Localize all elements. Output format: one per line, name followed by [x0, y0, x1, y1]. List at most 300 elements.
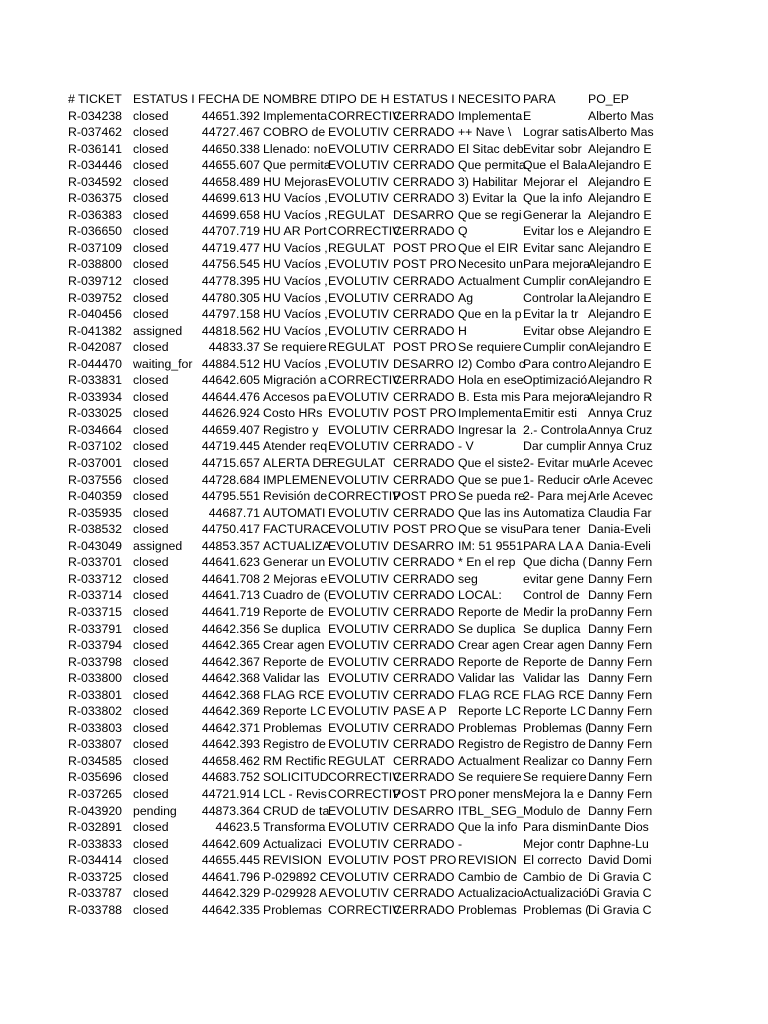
- cell-tipo[interactable]: EVOLUTIV: [328, 439, 389, 454]
- cell-po-ep[interactable]: Di Gravia C: [588, 869, 652, 884]
- cell-estatus[interactable]: closed: [133, 307, 169, 322]
- cell-ticket[interactable]: R-039752: [68, 290, 123, 305]
- cell-nombre[interactable]: 2 Mejoras e: [263, 571, 328, 586]
- header-cell-estatus[interactable]: ESTATUS I: [133, 92, 195, 106]
- cell-nombre[interactable]: Registro de: [263, 737, 326, 752]
- cell-necesito[interactable]: Implementa: [458, 108, 523, 123]
- cell-fecha[interactable]: 44756.545: [201, 257, 260, 272]
- cell-ticket[interactable]: R-041382: [68, 323, 123, 338]
- cell-tipo[interactable]: CORRECTIV: [328, 902, 401, 917]
- cell-po-ep[interactable]: Danny Fern: [588, 588, 653, 603]
- cell-tipo[interactable]: EVOLUTIV: [328, 406, 389, 421]
- cell-estatus[interactable]: closed: [133, 704, 169, 719]
- cell-estatus[interactable]: closed: [133, 406, 169, 421]
- cell-tipo[interactable]: EVOLUTIV: [328, 720, 389, 735]
- cell-para[interactable]: Para mejora: [523, 389, 590, 404]
- cell-fecha[interactable]: 44699.613: [201, 191, 260, 206]
- cell-estatus-2[interactable]: CERRADO: [393, 158, 455, 173]
- cell-ticket[interactable]: R-039712: [68, 274, 123, 289]
- cell-nombre[interactable]: CRUD de ta: [263, 803, 330, 818]
- cell-nombre[interactable]: Se duplica: [263, 621, 321, 636]
- cell-tipo[interactable]: CORRECTIV: [328, 770, 401, 785]
- cell-ticket[interactable]: R-034446: [68, 158, 123, 173]
- cell-necesito[interactable]: Actualizacio: [458, 886, 524, 901]
- cell-para[interactable]: 1- Reducir c: [523, 472, 590, 487]
- cell-estatus-2[interactable]: CERRADO: [393, 224, 455, 239]
- cell-po-ep[interactable]: Alejandro E: [588, 323, 652, 338]
- cell-estatus[interactable]: closed: [133, 489, 169, 504]
- cell-para[interactable]: Mejorar el: [523, 174, 578, 189]
- cell-po-ep[interactable]: Alejandro R: [588, 389, 653, 404]
- cell-estatus-2[interactable]: POST PRO: [393, 786, 457, 801]
- cell-para[interactable]: Emitir esti: [523, 406, 577, 421]
- cell-po-ep[interactable]: Alejandro E: [588, 191, 652, 206]
- cell-para[interactable]: 2- Evitar mu: [523, 456, 590, 471]
- cell-fecha[interactable]: 44818.562: [201, 323, 260, 338]
- cell-para[interactable]: Generar la: [523, 207, 582, 222]
- cell-para[interactable]: Para mejora: [523, 257, 590, 272]
- cell-estatus-2[interactable]: CERRADO: [393, 820, 455, 835]
- cell-nombre[interactable]: Cuadro de (: [263, 588, 328, 603]
- cell-necesito[interactable]: Reporte de: [458, 654, 519, 669]
- cell-fecha[interactable]: 44655.607: [201, 158, 260, 173]
- cell-tipo[interactable]: EVOLUTIV: [328, 257, 389, 272]
- cell-nombre[interactable]: Se requiere: [263, 340, 327, 355]
- cell-nombre[interactable]: RM Rectific: [263, 753, 326, 768]
- cell-tipo[interactable]: CORRECTIV: [328, 489, 401, 504]
- cell-estatus[interactable]: closed: [133, 141, 169, 156]
- cell-fecha[interactable]: 44658.462: [201, 753, 260, 768]
- cell-estatus[interactable]: closed: [133, 770, 169, 785]
- cell-para[interactable]: Para contro: [523, 356, 587, 371]
- cell-ticket[interactable]: R-033798: [68, 654, 123, 669]
- cell-fecha[interactable]: 44642.368: [201, 687, 260, 702]
- cell-fecha[interactable]: 44641.796: [201, 869, 260, 884]
- cell-tipo[interactable]: EVOLUTIV: [328, 505, 389, 520]
- cell-nombre[interactable]: FACTURAC: [263, 522, 330, 537]
- cell-po-ep[interactable]: Alejandro E: [588, 274, 652, 289]
- cell-necesito[interactable]: I2) Combo c: [458, 356, 525, 371]
- cell-ticket[interactable]: R-033712: [68, 571, 123, 586]
- cell-fecha[interactable]: 44659.407: [201, 422, 260, 437]
- cell-estatus-2[interactable]: CERRADO: [393, 621, 455, 636]
- cell-po-ep[interactable]: Alejandro E: [588, 307, 652, 322]
- cell-estatus-2[interactable]: POST PRO: [393, 340, 457, 355]
- cell-para[interactable]: Optimizació: [523, 373, 588, 388]
- cell-necesito[interactable]: Que permita: [458, 158, 526, 173]
- cell-tipo[interactable]: EVOLUTIV: [328, 356, 389, 371]
- cell-para[interactable]: Registro de: [523, 737, 586, 752]
- cell-estatus[interactable]: closed: [133, 902, 169, 917]
- cell-ticket[interactable]: R-037556: [68, 472, 123, 487]
- cell-necesito[interactable]: Que se pue: [458, 472, 522, 487]
- cell-ticket[interactable]: R-037265: [68, 786, 123, 801]
- cell-necesito[interactable]: Problemas: [458, 720, 517, 735]
- cell-po-ep[interactable]: Alberto Mas: [588, 125, 654, 140]
- cell-necesito[interactable]: ++ Nave \: [458, 125, 512, 140]
- cell-estatus-2[interactable]: CERRADO: [393, 687, 455, 702]
- cell-para[interactable]: Automatiza: [523, 505, 585, 520]
- cell-estatus-2[interactable]: POST PRO: [393, 489, 457, 504]
- cell-nombre[interactable]: ALERTA DE: [263, 456, 330, 471]
- cell-tipo[interactable]: REGULAT: [328, 207, 386, 222]
- cell-po-ep[interactable]: Alejandro E: [588, 240, 652, 255]
- cell-estatus[interactable]: closed: [133, 158, 169, 173]
- cell-ticket[interactable]: R-034585: [68, 753, 123, 768]
- cell-tipo[interactable]: EVOLUTIV: [328, 158, 389, 173]
- cell-estatus[interactable]: assigned: [133, 323, 183, 338]
- cell-estatus[interactable]: closed: [133, 753, 169, 768]
- cell-necesito[interactable]: El Sitac deb: [458, 141, 524, 156]
- cell-estatus[interactable]: closed: [133, 472, 169, 487]
- cell-estatus[interactable]: closed: [133, 290, 169, 305]
- cell-po-ep[interactable]: Danny Fern: [588, 753, 653, 768]
- cell-estatus-2[interactable]: CERRADO: [393, 290, 455, 305]
- cell-necesito[interactable]: Validar las: [458, 671, 515, 686]
- cell-estatus[interactable]: closed: [133, 505, 169, 520]
- cell-estatus-2[interactable]: POST PRO: [393, 406, 457, 421]
- cell-ticket[interactable]: R-034664: [68, 422, 123, 437]
- cell-para[interactable]: Evitar los e: [523, 224, 584, 239]
- cell-fecha[interactable]: 44797.158: [201, 307, 260, 322]
- cell-ticket[interactable]: R-038532: [68, 522, 123, 537]
- cell-estatus[interactable]: closed: [133, 439, 169, 454]
- cell-nombre[interactable]: LCL - Revis: [263, 786, 327, 801]
- cell-tipo[interactable]: EVOLUTIV: [328, 141, 389, 156]
- cell-po-ep[interactable]: Danny Fern: [588, 803, 653, 818]
- cell-nombre[interactable]: IMPLEMEN: [263, 472, 328, 487]
- cell-necesito[interactable]: - V: [458, 439, 474, 454]
- cell-tipo[interactable]: EVOLUTIV: [328, 389, 389, 404]
- cell-fecha[interactable]: 44642.393: [201, 737, 260, 752]
- cell-necesito[interactable]: Reporte de: [458, 604, 519, 619]
- cell-para[interactable]: Evitar sanc: [523, 240, 584, 255]
- cell-fecha[interactable]: 44650.338: [201, 141, 260, 156]
- cell-necesito[interactable]: Que en la p: [458, 307, 522, 322]
- cell-para[interactable]: Que el Bala: [523, 158, 588, 173]
- cell-tipo[interactable]: EVOLUTIV: [328, 886, 389, 901]
- cell-tipo[interactable]: EVOLUTIV: [328, 638, 389, 653]
- cell-nombre[interactable]: Que permita: [263, 158, 331, 173]
- cell-fecha[interactable]: 44623.5: [215, 820, 260, 835]
- cell-necesito[interactable]: Actualment: [458, 274, 520, 289]
- cell-necesito[interactable]: poner mens: [458, 786, 523, 801]
- cell-nombre[interactable]: Registro y: [263, 422, 319, 437]
- cell-tipo[interactable]: EVOLUTIV: [328, 869, 389, 884]
- cell-ticket[interactable]: R-042087: [68, 340, 123, 355]
- cell-para[interactable]: Controlar la: [523, 290, 587, 305]
- cell-necesito[interactable]: IM: 51 9551: [458, 538, 523, 553]
- cell-fecha[interactable]: 44707.719: [201, 224, 260, 239]
- cell-ticket[interactable]: R-033788: [68, 902, 123, 917]
- cell-tipo[interactable]: REGULAT: [328, 340, 386, 355]
- cell-necesito[interactable]: Que el siste: [458, 456, 523, 471]
- cell-ticket[interactable]: R-037109: [68, 240, 123, 255]
- cell-necesito[interactable]: Se requiere: [458, 770, 522, 785]
- cell-tipo[interactable]: EVOLUTIV: [328, 571, 389, 586]
- cell-estatus[interactable]: closed: [133, 588, 169, 603]
- cell-necesito[interactable]: Se duplica: [458, 621, 516, 636]
- header-cell-fecha[interactable]: FECHA DE: [198, 92, 260, 106]
- cell-estatus[interactable]: closed: [133, 522, 169, 537]
- cell-ticket[interactable]: R-033714: [68, 588, 123, 603]
- cell-fecha[interactable]: 44719.445: [201, 439, 260, 454]
- cell-nombre[interactable]: HU Mejoras: [263, 174, 328, 189]
- cell-necesito[interactable]: FLAG RCE: [458, 687, 520, 702]
- cell-estatus-2[interactable]: CERRADO: [393, 836, 455, 851]
- cell-po-ep[interactable]: Annya Cruz: [588, 422, 653, 437]
- cell-necesito[interactable]: Hola en ese: [458, 373, 524, 388]
- cell-po-ep[interactable]: Dante Dios: [588, 820, 649, 835]
- cell-estatus[interactable]: closed: [133, 224, 169, 239]
- cell-estatus[interactable]: waiting_for: [133, 356, 193, 371]
- cell-estatus-2[interactable]: CERRADO: [393, 505, 455, 520]
- cell-tipo[interactable]: EVOLUTIV: [328, 555, 389, 570]
- cell-para[interactable]: Cumplir con: [523, 274, 589, 289]
- cell-para[interactable]: 2.- Controla: [523, 422, 588, 437]
- cell-necesito[interactable]: Q: [458, 224, 468, 239]
- cell-ticket[interactable]: R-043049: [68, 538, 123, 553]
- cell-necesito[interactable]: Que la info: [458, 820, 518, 835]
- cell-necesito[interactable]: * En el rep: [458, 555, 516, 570]
- cell-estatus[interactable]: pending: [133, 803, 177, 818]
- cell-nombre[interactable]: Validar las: [263, 671, 320, 686]
- cell-estatus-2[interactable]: CERRADO: [393, 571, 455, 586]
- cell-nombre[interactable]: HU Vacíos ,: [263, 274, 328, 289]
- cell-fecha[interactable]: 44642.368: [201, 671, 260, 686]
- cell-tipo[interactable]: EVOLUTIV: [328, 307, 389, 322]
- cell-fecha[interactable]: 44642.367: [201, 654, 260, 669]
- cell-nombre[interactable]: AUTOMATI: [263, 505, 326, 520]
- cell-fecha[interactable]: 44651.392: [201, 108, 260, 123]
- cell-necesito[interactable]: Implementa: [458, 406, 523, 421]
- cell-po-ep[interactable]: Danny Fern: [588, 671, 653, 686]
- cell-tipo[interactable]: EVOLUTIV: [328, 704, 389, 719]
- cell-ticket[interactable]: R-033803: [68, 720, 123, 735]
- cell-po-ep[interactable]: Danny Fern: [588, 704, 653, 719]
- cell-po-ep[interactable]: Alejandro E: [588, 207, 652, 222]
- cell-para[interactable]: Reporte de: [523, 654, 584, 669]
- cell-fecha[interactable]: 44833.37: [208, 340, 260, 355]
- cell-po-ep[interactable]: Danny Fern: [588, 638, 653, 653]
- cell-nombre[interactable]: Actualizaci: [263, 836, 322, 851]
- cell-necesito[interactable]: Ingresar la: [458, 422, 517, 437]
- cell-po-ep[interactable]: Arle Acevec: [588, 472, 653, 487]
- cell-necesito[interactable]: Registro de: [458, 737, 521, 752]
- cell-estatus[interactable]: closed: [133, 373, 169, 388]
- cell-fecha[interactable]: 44780.305: [201, 290, 260, 305]
- cell-necesito[interactable]: Reporte LC: [458, 704, 521, 719]
- cell-para[interactable]: Problemas (: [523, 902, 590, 917]
- cell-estatus-2[interactable]: DESARRO: [393, 803, 454, 818]
- cell-estatus[interactable]: closed: [133, 886, 169, 901]
- cell-para[interactable]: Se requiere: [523, 770, 587, 785]
- cell-necesito[interactable]: Que el EIR: [458, 240, 519, 255]
- cell-ticket[interactable]: R-036141: [68, 141, 123, 156]
- cell-fecha[interactable]: 44641.719: [201, 604, 260, 619]
- cell-para[interactable]: 2- Para mej: [523, 489, 587, 504]
- cell-ticket[interactable]: R-035696: [68, 770, 123, 785]
- cell-estatus[interactable]: closed: [133, 191, 169, 206]
- cell-po-ep[interactable]: Alejandro E: [588, 158, 652, 173]
- cell-nombre[interactable]: COBRO de: [263, 125, 326, 140]
- cell-para[interactable]: Mejor contr: [523, 836, 585, 851]
- cell-para[interactable]: Medir la pro: [523, 604, 588, 619]
- cell-tipo[interactable]: CORRECTIV: [328, 108, 401, 123]
- cell-nombre[interactable]: Reporte de: [263, 604, 324, 619]
- cell-tipo[interactable]: CORRECTIV: [328, 224, 401, 239]
- cell-necesito[interactable]: LOCAL:: [458, 588, 502, 603]
- cell-estatus[interactable]: closed: [133, 737, 169, 752]
- cell-para[interactable]: Realizar co: [523, 753, 585, 768]
- cell-tipo[interactable]: EVOLUTIV: [328, 538, 389, 553]
- cell-ticket[interactable]: R-038800: [68, 257, 123, 272]
- cell-estatus-2[interactable]: CERRADO: [393, 902, 455, 917]
- cell-tipo[interactable]: EVOLUTIV: [328, 621, 389, 636]
- cell-para[interactable]: Crear agen: [523, 638, 585, 653]
- cell-tipo[interactable]: EVOLUTIV: [328, 323, 389, 338]
- cell-para[interactable]: Mejora la e: [523, 786, 584, 801]
- cell-ticket[interactable]: R-033794: [68, 638, 123, 653]
- cell-estatus-2[interactable]: CERRADO: [393, 389, 455, 404]
- cell-ticket[interactable]: R-043920: [68, 803, 123, 818]
- cell-nombre[interactable]: Reporte LC: [263, 704, 326, 719]
- cell-fecha[interactable]: 44715.657: [201, 456, 260, 471]
- cell-tipo[interactable]: EVOLUTIV: [328, 522, 389, 537]
- cell-estatus-2[interactable]: CERRADO: [393, 604, 455, 619]
- cell-po-ep[interactable]: Daphne-Lu: [588, 836, 649, 851]
- cell-fecha[interactable]: 44683.752: [201, 770, 260, 785]
- cell-ticket[interactable]: R-044470: [68, 356, 123, 371]
- cell-fecha[interactable]: 44655.445: [201, 853, 260, 868]
- cell-fecha[interactable]: 44642.356: [201, 621, 260, 636]
- cell-estatus[interactable]: closed: [133, 240, 169, 255]
- cell-estatus[interactable]: closed: [133, 604, 169, 619]
- cell-necesito[interactable]: Necesito un: [458, 257, 523, 272]
- header-cell-po-ep[interactable]: PO_EP: [588, 92, 630, 106]
- cell-ticket[interactable]: R-034414: [68, 853, 123, 868]
- cell-estatus[interactable]: assigned: [133, 538, 183, 553]
- cell-po-ep[interactable]: Danny Fern: [588, 621, 653, 636]
- cell-ticket[interactable]: R-037001: [68, 456, 123, 471]
- cell-po-ep[interactable]: Danny Fern: [588, 770, 653, 785]
- cell-estatus[interactable]: closed: [133, 207, 169, 222]
- header-cell-tipo[interactable]: TIPO DE H: [328, 92, 390, 106]
- cell-estatus-2[interactable]: DESARRO: [393, 538, 454, 553]
- cell-estatus-2[interactable]: CERRADO: [393, 373, 455, 388]
- cell-necesito[interactable]: Que las ins: [458, 505, 520, 520]
- cell-estatus-2[interactable]: CERRADO: [393, 174, 455, 189]
- cell-ticket[interactable]: R-033025: [68, 406, 123, 421]
- cell-para[interactable]: Que la info: [523, 191, 583, 206]
- cell-po-ep[interactable]: Danny Fern: [588, 654, 653, 669]
- cell-tipo[interactable]: EVOLUTIV: [328, 737, 389, 752]
- cell-estatus-2[interactable]: CERRADO: [393, 125, 455, 140]
- cell-estatus-2[interactable]: CERRADO: [393, 141, 455, 156]
- cell-para[interactable]: Evitar obse: [523, 323, 585, 338]
- cell-ticket[interactable]: R-034238: [68, 108, 123, 123]
- cell-fecha[interactable]: 44853.357: [201, 538, 260, 553]
- cell-estatus[interactable]: closed: [133, 108, 169, 123]
- cell-tipo[interactable]: CORRECTIV: [328, 373, 401, 388]
- cell-po-ep[interactable]: Alejandro E: [588, 257, 652, 272]
- cell-tipo[interactable]: EVOLUTIV: [328, 588, 389, 603]
- cell-para[interactable]: Reporte LC: [523, 704, 586, 719]
- cell-po-ep[interactable]: Dania-Eveli: [588, 538, 651, 553]
- cell-nombre[interactable]: Accesos pa: [263, 389, 327, 404]
- cell-nombre[interactable]: FLAG RCE: [263, 687, 325, 702]
- cell-estatus[interactable]: closed: [133, 571, 169, 586]
- cell-po-ep[interactable]: Arle Acevec: [588, 489, 653, 504]
- cell-para[interactable]: Cambio de: [523, 869, 583, 884]
- cell-tipo[interactable]: REGULAT: [328, 753, 386, 768]
- header-cell-nombre[interactable]: NOMBRE D: [263, 92, 330, 106]
- cell-estatus[interactable]: closed: [133, 671, 169, 686]
- cell-estatus-2[interactable]: CERRADO: [393, 472, 455, 487]
- cell-estatus[interactable]: closed: [133, 125, 169, 140]
- cell-nombre[interactable]: Generar un: [263, 555, 326, 570]
- cell-po-ep[interactable]: Alejandro R: [588, 373, 653, 388]
- cell-necesito[interactable]: Se pueda re: [458, 489, 526, 504]
- cell-po-ep[interactable]: Alejandro E: [588, 290, 652, 305]
- cell-estatus[interactable]: closed: [133, 786, 169, 801]
- cell-necesito[interactable]: ITBL_SEG_: [458, 803, 524, 818]
- cell-nombre[interactable]: Revisión de: [263, 489, 328, 504]
- cell-necesito[interactable]: -: [458, 836, 463, 851]
- cell-fecha[interactable]: 44642.335: [201, 902, 260, 917]
- cell-fecha[interactable]: 44778.395: [201, 274, 260, 289]
- cell-ticket[interactable]: R-033831: [68, 373, 123, 388]
- cell-necesito[interactable]: H: [458, 323, 467, 338]
- cell-po-ep[interactable]: Di Gravia C: [588, 886, 652, 901]
- cell-estatus[interactable]: closed: [133, 555, 169, 570]
- cell-ticket[interactable]: R-040456: [68, 307, 123, 322]
- cell-ticket[interactable]: R-040359: [68, 489, 123, 504]
- cell-po-ep[interactable]: Di Gravia C: [588, 902, 652, 917]
- cell-ticket[interactable]: R-035935: [68, 505, 123, 520]
- cell-ticket[interactable]: R-033715: [68, 604, 123, 619]
- cell-estatus-2[interactable]: CERRADO: [393, 886, 455, 901]
- cell-estatus-2[interactable]: CERRADO: [393, 323, 455, 338]
- cell-po-ep[interactable]: Danny Fern: [588, 786, 653, 801]
- cell-fecha[interactable]: 44795.551: [201, 489, 260, 504]
- cell-estatus-2[interactable]: DESARRO: [393, 207, 454, 222]
- cell-estatus-2[interactable]: CERRADO: [393, 720, 455, 735]
- cell-estatus[interactable]: closed: [133, 621, 169, 636]
- cell-tipo[interactable]: EVOLUTIV: [328, 472, 389, 487]
- cell-fecha[interactable]: 44884.512: [201, 356, 260, 371]
- cell-po-ep[interactable]: Danny Fern: [588, 737, 653, 752]
- cell-para[interactable]: Que dicha (: [523, 555, 587, 570]
- cell-fecha[interactable]: 44642.371: [201, 720, 260, 735]
- cell-para[interactable]: Actualizació: [523, 886, 589, 901]
- cell-estatus-2[interactable]: CERRADO: [393, 753, 455, 768]
- cell-po-ep[interactable]: Annya Cruz: [588, 406, 653, 421]
- cell-para[interactable]: El correcto: [523, 853, 582, 868]
- cell-tipo[interactable]: EVOLUTIV: [328, 654, 389, 669]
- cell-nombre[interactable]: Crear agen: [263, 638, 325, 653]
- cell-para[interactable]: Dar cumplir: [523, 439, 586, 454]
- cell-nombre[interactable]: HU AR Port: [263, 224, 327, 239]
- cell-necesito[interactable]: Crear agen: [458, 638, 520, 653]
- cell-fecha[interactable]: 44641.713: [201, 588, 260, 603]
- cell-po-ep[interactable]: David Domi: [588, 853, 652, 868]
- cell-estatus-2[interactable]: CERRADO: [393, 191, 455, 206]
- cell-po-ep[interactable]: Danny Fern: [588, 604, 653, 619]
- cell-para[interactable]: Se duplica: [523, 621, 581, 636]
- cell-estatus[interactable]: closed: [133, 820, 169, 835]
- cell-ticket[interactable]: R-034592: [68, 174, 123, 189]
